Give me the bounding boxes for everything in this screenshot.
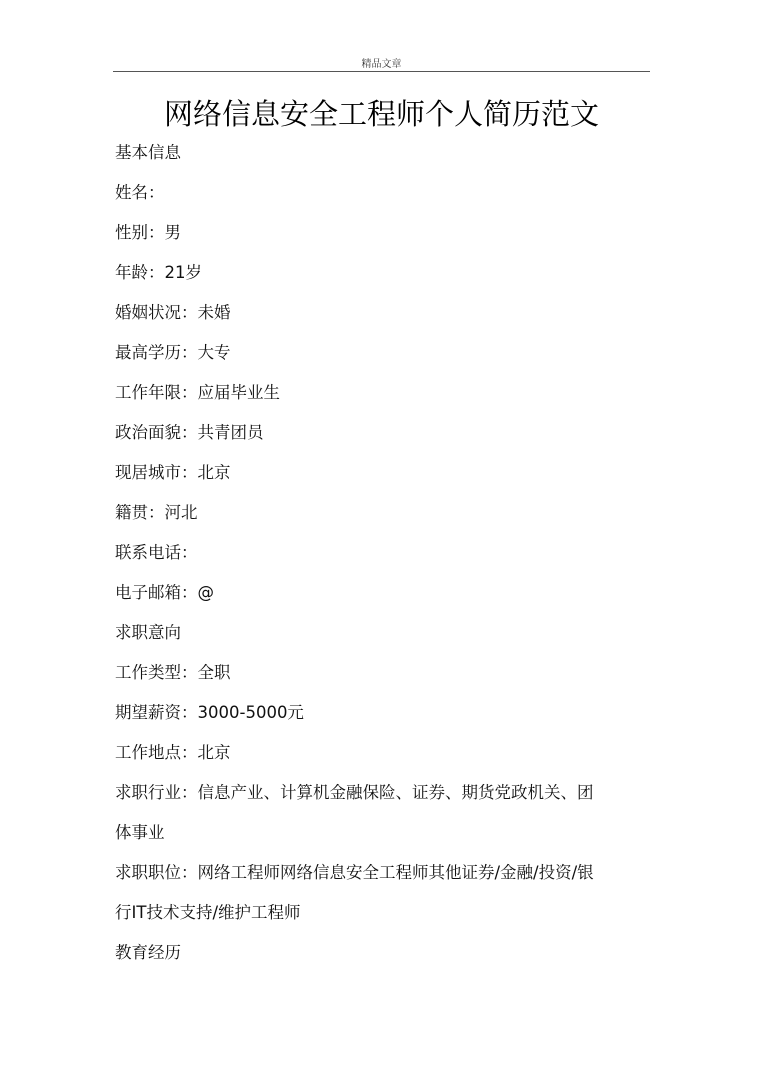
text-line: 期望薪资：3000-5000元	[115, 703, 304, 722]
text-line: 体事业	[115, 823, 165, 842]
text-line: 教育经历	[115, 943, 181, 962]
text-line: 行IT技术支持/维护工程师	[115, 903, 301, 922]
text-line: 基本信息	[115, 143, 181, 162]
document-body	[115, 133, 645, 973]
document-title: 网络信息安全工程师个人简历范文	[163, 97, 599, 131]
text-line: 求职职位：网络工程师网络信息安全工程师其他证券/金融/投资/银	[115, 863, 594, 882]
page-header: 精品文章	[361, 59, 402, 70]
text-line: 婚姻状况：未婚	[115, 303, 231, 322]
text-line: 求职意向	[115, 623, 181, 642]
text-line: 姓名：	[115, 183, 165, 202]
text-line: 籍贯：河北	[115, 503, 198, 522]
text-line: 工作类型：全职	[115, 663, 231, 682]
text-line: 求职行业：信息产业、计算机金融保险、证券、期货党政机关、团	[115, 783, 594, 802]
text-line: 政治面貌：共青团员	[115, 423, 264, 442]
text-line: 电子邮箱：@	[115, 583, 214, 602]
text-line: 联系电话：	[115, 543, 198, 562]
text-line: 工作地点：北京	[115, 743, 231, 762]
text-line: 年龄：21岁	[115, 263, 202, 282]
text-line: 最高学历：大专	[115, 343, 231, 362]
text-line: 现居城市：北京	[115, 463, 231, 482]
header-divider	[113, 71, 650, 72]
text-line: 性别：男	[115, 223, 181, 242]
text-line: 工作年限：应届毕业生	[115, 383, 280, 402]
